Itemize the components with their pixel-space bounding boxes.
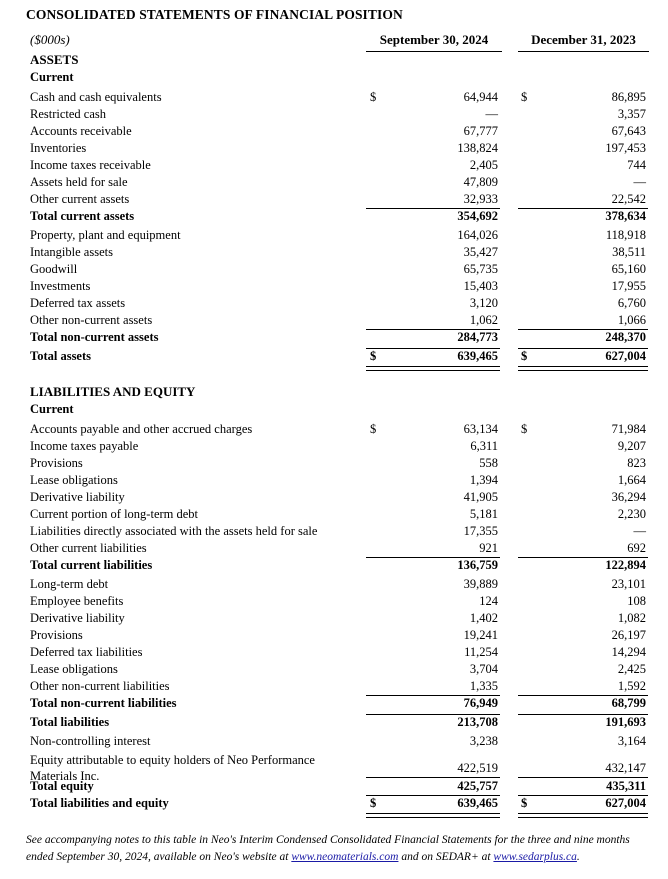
value-dec-2023: 68,799 bbox=[611, 696, 646, 710]
value-dec-2023: 23,101 bbox=[611, 577, 646, 591]
row-label: Inventories bbox=[30, 141, 87, 155]
row-label: Accounts receivable bbox=[30, 124, 132, 138]
currency-symbol: $ bbox=[521, 90, 528, 104]
value-sep-2024: 3,238 bbox=[469, 734, 498, 748]
footnote-text: and on SEDAR+ at bbox=[398, 851, 494, 863]
total-row bbox=[0, 695, 668, 712]
value-sep-2024: 3,120 bbox=[469, 296, 498, 310]
value-sep-2024: 63,134 bbox=[463, 422, 498, 436]
value-sep-2024: — bbox=[485, 107, 498, 121]
row-label: Deferred tax liabilities bbox=[30, 645, 143, 659]
currency-symbol: $ bbox=[370, 90, 377, 104]
table-row bbox=[0, 106, 668, 123]
value-sep-2024: 3,704 bbox=[469, 662, 498, 676]
row-label: Equity attributable to equity holders of Neo Performance Materials Inc. bbox=[30, 753, 315, 783]
double-underline bbox=[366, 813, 500, 818]
table-row bbox=[0, 678, 668, 695]
value-dec-2023: 627,004 bbox=[605, 349, 646, 363]
value-dec-2023: 744 bbox=[627, 158, 646, 172]
value-dec-2023: 14,294 bbox=[611, 645, 646, 659]
double-underline bbox=[518, 366, 648, 371]
current-assets-heading: Current bbox=[30, 70, 74, 84]
current-liabilities-heading: Current bbox=[30, 402, 74, 416]
value-dec-2023: 118,918 bbox=[605, 228, 646, 242]
row-label: Goodwill bbox=[30, 262, 78, 276]
table-row bbox=[0, 278, 668, 295]
double-underline bbox=[366, 366, 500, 371]
table-row bbox=[0, 140, 668, 157]
value-sep-2024: 5,181 bbox=[469, 507, 498, 521]
value-dec-2023: 1,082 bbox=[617, 611, 646, 625]
value-dec-2023: 435,311 bbox=[606, 779, 646, 793]
value-dec-2023: 197,453 bbox=[605, 141, 646, 155]
value-dec-2023: 22,542 bbox=[611, 192, 646, 206]
value-dec-2023: 67,643 bbox=[611, 124, 646, 138]
value-dec-2023: 65,160 bbox=[611, 262, 646, 276]
row-label: Deferred tax assets bbox=[30, 296, 126, 310]
table-row bbox=[0, 644, 668, 661]
value-sep-2024: 136,759 bbox=[457, 558, 498, 572]
table-row bbox=[0, 227, 668, 244]
total-row bbox=[0, 348, 668, 365]
value-dec-2023: 3,164 bbox=[617, 734, 646, 748]
row-label: Total current assets bbox=[30, 209, 135, 223]
row-label: Lease obligations bbox=[30, 662, 118, 676]
footnote bbox=[26, 832, 656, 866]
row-label: Total equity bbox=[30, 779, 94, 793]
value-dec-2023: — bbox=[633, 524, 646, 538]
value-sep-2024: 422,519 bbox=[457, 761, 498, 775]
currency-symbol: $ bbox=[521, 422, 528, 436]
value-sep-2024: 639,465 bbox=[457, 796, 498, 810]
row-label: Total non-current liabilities bbox=[30, 696, 177, 710]
table-row bbox=[0, 455, 668, 472]
value-sep-2024: 11,254 bbox=[464, 645, 498, 659]
row-label: Total current liabilities bbox=[30, 558, 153, 572]
row-label: Investments bbox=[30, 279, 91, 293]
row-label: Liabilities directly associated with the assets held for sale bbox=[30, 524, 318, 538]
value-sep-2024: 1,402 bbox=[469, 611, 498, 625]
value-dec-2023: 191,693 bbox=[605, 715, 646, 729]
row-label: Income taxes receivable bbox=[30, 158, 151, 172]
value-dec-2023: 26,197 bbox=[611, 628, 646, 642]
column-header-dec-2023: December 31, 2023 bbox=[518, 32, 649, 52]
row-label: Current portion of long-term debt bbox=[30, 507, 199, 521]
value-sep-2024: 639,465 bbox=[457, 349, 498, 363]
sedarplus-link[interactable]: www.sedarplus.ca bbox=[493, 851, 577, 863]
value-dec-2023: 6,760 bbox=[617, 296, 646, 310]
table-row bbox=[0, 312, 668, 329]
table-row bbox=[0, 244, 668, 261]
row-label: Employee benefits bbox=[30, 594, 124, 608]
row-label: Lease obligations bbox=[30, 473, 118, 487]
table-row bbox=[0, 438, 668, 455]
value-dec-2023: 2,230 bbox=[617, 507, 646, 521]
table-row bbox=[0, 89, 668, 106]
row-label: Derivative liability bbox=[30, 490, 125, 504]
table-row bbox=[0, 261, 668, 278]
value-sep-2024: 284,773 bbox=[457, 330, 498, 344]
footnote-text: . bbox=[576, 851, 580, 863]
value-sep-2024: 47,809 bbox=[463, 175, 498, 189]
statement-title: CONSOLIDATED STATEMENTS OF FINANCIAL POSITION bbox=[26, 7, 403, 22]
value-dec-2023: 86,895 bbox=[611, 90, 646, 104]
value-sep-2024: 138,824 bbox=[457, 141, 498, 155]
double-underline bbox=[518, 813, 648, 818]
total-row bbox=[0, 795, 668, 812]
liabilities-equity-heading: LIABILITIES AND EQUITY bbox=[30, 384, 196, 399]
value-dec-2023: 71,984 bbox=[611, 422, 646, 436]
value-sep-2024: 1,062 bbox=[469, 313, 498, 327]
table-row bbox=[0, 576, 668, 593]
table-row bbox=[0, 610, 668, 627]
total-row bbox=[0, 329, 668, 346]
assets-heading: ASSETS bbox=[30, 52, 79, 67]
value-dec-2023: 1,664 bbox=[617, 473, 646, 487]
row-label: Restricted cash bbox=[30, 107, 107, 121]
total-row bbox=[0, 557, 668, 574]
row-label: Total liabilities bbox=[30, 715, 110, 729]
value-dec-2023: 38,511 bbox=[612, 245, 646, 259]
row-label: Cash and cash equivalents bbox=[30, 90, 162, 104]
row-label: Other current liabilities bbox=[30, 541, 147, 555]
row-label: Long-term debt bbox=[30, 577, 109, 591]
value-dec-2023: 3,357 bbox=[617, 107, 646, 121]
row-label: Total liabilities and equity bbox=[30, 796, 169, 810]
value-dec-2023: 2,425 bbox=[617, 662, 646, 676]
row-label: Intangible assets bbox=[30, 245, 113, 259]
value-sep-2024: 15,403 bbox=[463, 279, 498, 293]
value-dec-2023: — bbox=[633, 175, 646, 189]
value-sep-2024: 425,757 bbox=[457, 779, 498, 793]
currency-symbol: $ bbox=[521, 796, 528, 810]
row-label: Other non-current assets bbox=[30, 313, 153, 327]
table-row bbox=[0, 191, 668, 208]
value-dec-2023: 823 bbox=[627, 456, 646, 470]
table-row bbox=[0, 157, 668, 174]
value-sep-2024: 164,026 bbox=[457, 228, 498, 242]
column-header-sep-2024: September 30, 2024 bbox=[366, 32, 502, 52]
currency-symbol: $ bbox=[370, 422, 377, 436]
table-row bbox=[0, 523, 668, 540]
value-sep-2024: 6,311 bbox=[470, 439, 498, 453]
row-label: Provisions bbox=[30, 628, 83, 642]
value-sep-2024: 354,692 bbox=[457, 209, 498, 223]
table-row bbox=[0, 506, 668, 523]
value-sep-2024: 65,735 bbox=[463, 262, 498, 276]
row-label: Property, plant and equipment bbox=[30, 228, 181, 242]
value-sep-2024: 35,427 bbox=[463, 245, 498, 259]
currency-symbol: $ bbox=[370, 796, 377, 810]
value-sep-2024: 1,335 bbox=[469, 679, 498, 693]
value-dec-2023: 692 bbox=[627, 541, 646, 555]
table-row bbox=[0, 174, 668, 191]
table-row bbox=[0, 472, 668, 489]
value-dec-2023: 9,207 bbox=[617, 439, 646, 453]
table-row bbox=[0, 489, 668, 506]
value-sep-2024: 67,777 bbox=[463, 124, 498, 138]
row-label: Derivative liability bbox=[30, 611, 125, 625]
row-label: Total assets bbox=[30, 349, 92, 363]
value-sep-2024: 39,889 bbox=[463, 577, 498, 591]
total-row bbox=[0, 778, 668, 795]
value-dec-2023: 248,370 bbox=[605, 330, 646, 344]
currency-symbol: $ bbox=[521, 349, 528, 363]
neomaterials-link[interactable]: www.neomaterials.com bbox=[291, 851, 399, 863]
value-dec-2023: 627,004 bbox=[605, 796, 646, 810]
row-label: Total non-current assets bbox=[30, 330, 159, 344]
value-sep-2024: 2,405 bbox=[469, 158, 498, 172]
value-sep-2024: 64,944 bbox=[463, 90, 498, 104]
table-row bbox=[0, 752, 668, 783]
row-label: Accounts payable and other accrued charges bbox=[30, 422, 253, 436]
value-sep-2024: 19,241 bbox=[463, 628, 498, 642]
table-row bbox=[0, 661, 668, 678]
row-label: Income taxes payable bbox=[30, 439, 139, 453]
value-dec-2023: 122,894 bbox=[605, 558, 646, 572]
value-sep-2024: 32,933 bbox=[463, 192, 498, 206]
footnote-text: See accompanying notes to this table in Neo's Interim Condensed Consolidated Financial Statements for the three and nine months ended September 30, 2024, available on Neo's website at bbox=[26, 834, 630, 863]
value-dec-2023: 1,066 bbox=[617, 313, 646, 327]
row-label: Assets held for sale bbox=[30, 175, 128, 189]
total-row bbox=[0, 208, 668, 225]
row-label: Non-controlling interest bbox=[30, 734, 151, 748]
value-dec-2023: 36,294 bbox=[611, 490, 646, 504]
value-sep-2024: 921 bbox=[479, 541, 498, 555]
total-row bbox=[0, 714, 668, 731]
units-label: ($000s) bbox=[30, 32, 70, 47]
value-sep-2024: 1,394 bbox=[469, 473, 498, 487]
value-dec-2023: 17,955 bbox=[611, 279, 646, 293]
table-row bbox=[0, 540, 668, 557]
table-row bbox=[0, 295, 668, 312]
value-sep-2024: 76,949 bbox=[463, 696, 498, 710]
value-sep-2024: 558 bbox=[479, 456, 498, 470]
value-sep-2024: 41,905 bbox=[463, 490, 498, 504]
table-row bbox=[0, 421, 668, 438]
table-row bbox=[0, 733, 668, 750]
value-sep-2024: 124 bbox=[479, 594, 498, 608]
value-dec-2023: 432,147 bbox=[605, 761, 646, 775]
row-label: Other current assets bbox=[30, 192, 130, 206]
currency-symbol: $ bbox=[370, 349, 377, 363]
row-label: Other non-current liabilities bbox=[30, 679, 170, 693]
row-label: Provisions bbox=[30, 456, 83, 470]
table-row bbox=[0, 627, 668, 644]
value-sep-2024: 213,708 bbox=[457, 715, 498, 729]
value-dec-2023: 378,634 bbox=[605, 209, 646, 223]
value-sep-2024: 17,355 bbox=[463, 524, 498, 538]
table-row bbox=[0, 593, 668, 610]
table-row bbox=[0, 123, 668, 140]
value-dec-2023: 108 bbox=[627, 594, 646, 608]
value-dec-2023: 1,592 bbox=[617, 679, 646, 693]
